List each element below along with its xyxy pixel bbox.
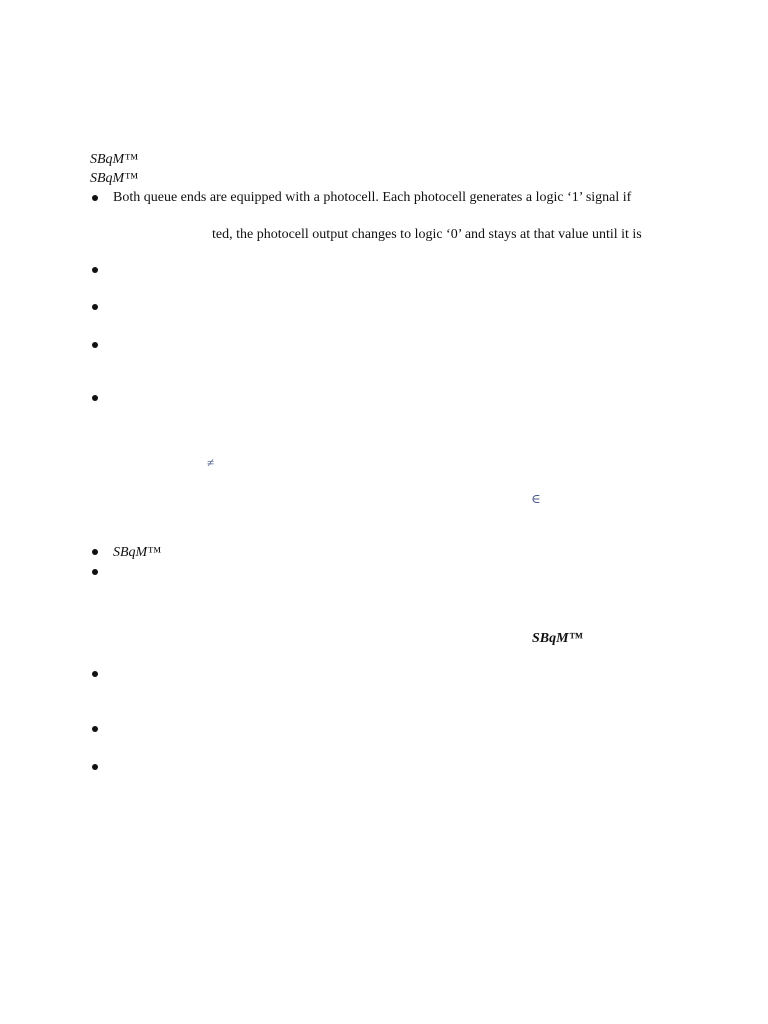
bullet-2-marker [92, 267, 98, 273]
bullet-3-marker [92, 304, 98, 310]
not-equal-symbol: ≠ [207, 455, 215, 470]
bullet-8-marker [92, 671, 98, 677]
bullet-4-marker [92, 342, 98, 348]
bullet-6-text: SBqM™ [113, 545, 161, 560]
bullet-10-marker [92, 764, 98, 770]
bullet-5-marker [92, 395, 98, 401]
inline-bold-product-name: SBqM™ [532, 631, 583, 646]
header-line-2: SBqM™ [90, 171, 138, 186]
bullet-9-marker [92, 726, 98, 732]
bullet-6-marker [92, 549, 98, 555]
header-line-1: SBqM™ [90, 152, 138, 167]
bullet-1-marker [92, 195, 98, 201]
bullet-1-text-line-2: ted, the photocell output changes to logic ‘0’ and stays at that value until it is [212, 227, 642, 242]
bullet-7-marker [92, 569, 98, 575]
element-of-symbol: ∈ [531, 491, 541, 506]
bullet-1-text-line-1: Both queue ends are equipped with a photocell. Each photocell generates a logic ‘1’ signal if [113, 190, 632, 205]
